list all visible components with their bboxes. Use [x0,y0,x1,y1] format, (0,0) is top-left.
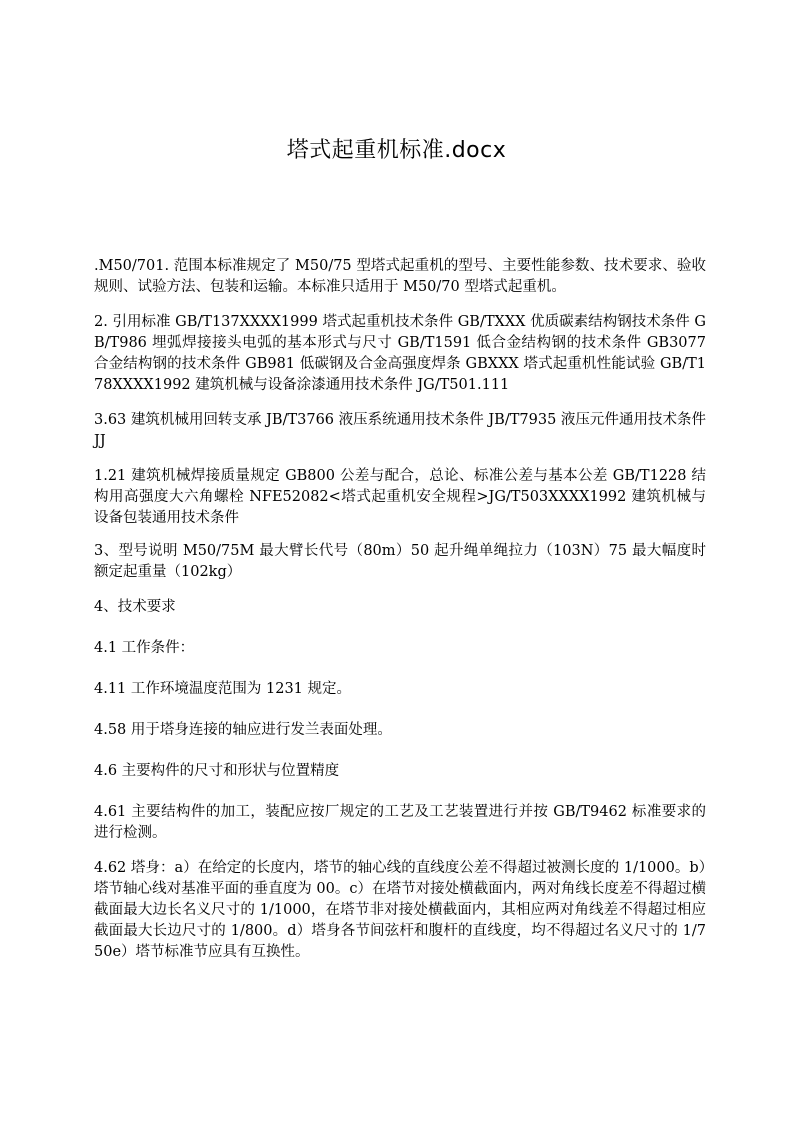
paragraph-working-conditions: 4.1 工作条件： [94,640,195,656]
paragraph-shaft-treatment: 4.58 用于塔身连接的轴应进行发兰表面处理。 [94,722,392,738]
paragraph-referenced-standards: 2. 引用标准 GB/T137XXXX1999 塔式起重机技术条件 GB/TXXX 优质碳素结构钢技术条件 GB/T986 埋弧焊接接头电弧的基本形式与尺寸 GB/T1591 低合金结构钢的技术条件 GB3077 合金结构钢的技术条件 GB981 低碳钢及合金高强度焊条 GBXXX 塔式起重机性能试验 GB/T178XXXX1992 建筑机械与设备涂漆通用技术条件 JG/T501.111 [94,314,706,393]
paragraph-welding-standards: 1.21 建筑机械焊接质量规定 GB800 公差与配合，总论、标准公差与基本公差 GB/T1228 结构用高强度大六角螺栓 NFE52082<塔式起重机安全规程>JG/T503XXXX1992 建筑机械与设备包装通用技术条件 [94,468,706,526]
paragraph-model-description: 3、型号说明 M50/75M 最大臂长代号（80m）50 起升绳单绳拉力（103N）75 最大幅度时额定起重量（102kg） [94,543,706,580]
paragraph-technical-requirements-heading: 4、技术要求 [94,599,176,615]
paragraph-tower-body: 4.62 塔身：a）在给定的长度内，塔节的轴心线的直线度公差不得超过被测长度的 1/1000。b）塔节轴心线对基准平面的垂直度为 00。c）在塔节对接处横截面内，两对角线长度差不得超过横截面最大边长名义尺寸的 1/1000，在塔节非对接处横截面内，其相应两对角线差不得超过相应截面最大长边尺寸的 1/800。d）塔身各节间弦杆和腹杆的直线度，均不得超过名义尺寸的 1/750e）塔节标准节应具有互换性。 [94,860,706,960]
document-body [94,256,706,977]
paragraph-temperature-range: 4.11 工作环境温度范围为 1231 规定。 [94,681,352,697]
paragraph-dimension-accuracy: 4.6 主要构件的尺寸和形状与位置精度 [94,763,340,779]
paragraph-scope: .M50/701. 范围本标准规定了 M50/75 型塔式起重机的型号、主要性能参数、技术要求、验收规则、试验方法、包装和运输。本标准只适用于 M50/70 型塔式起重机。 [94,258,706,295]
paragraph-structural-processing: 4.61 主要结构件的加工，装配应按厂规定的工艺及工艺装置进行并按 GB/T9462 标准要求的进行检测。 [94,804,706,841]
document-title: 塔式起重机标准.docx [286,138,507,163]
paragraph-hydraulic-standards: 3.63 建筑机械用回转支承 JB/T3766 液压系统通用技术条件 JB/T7935 液压元件通用技术条件 JJ [94,412,706,449]
